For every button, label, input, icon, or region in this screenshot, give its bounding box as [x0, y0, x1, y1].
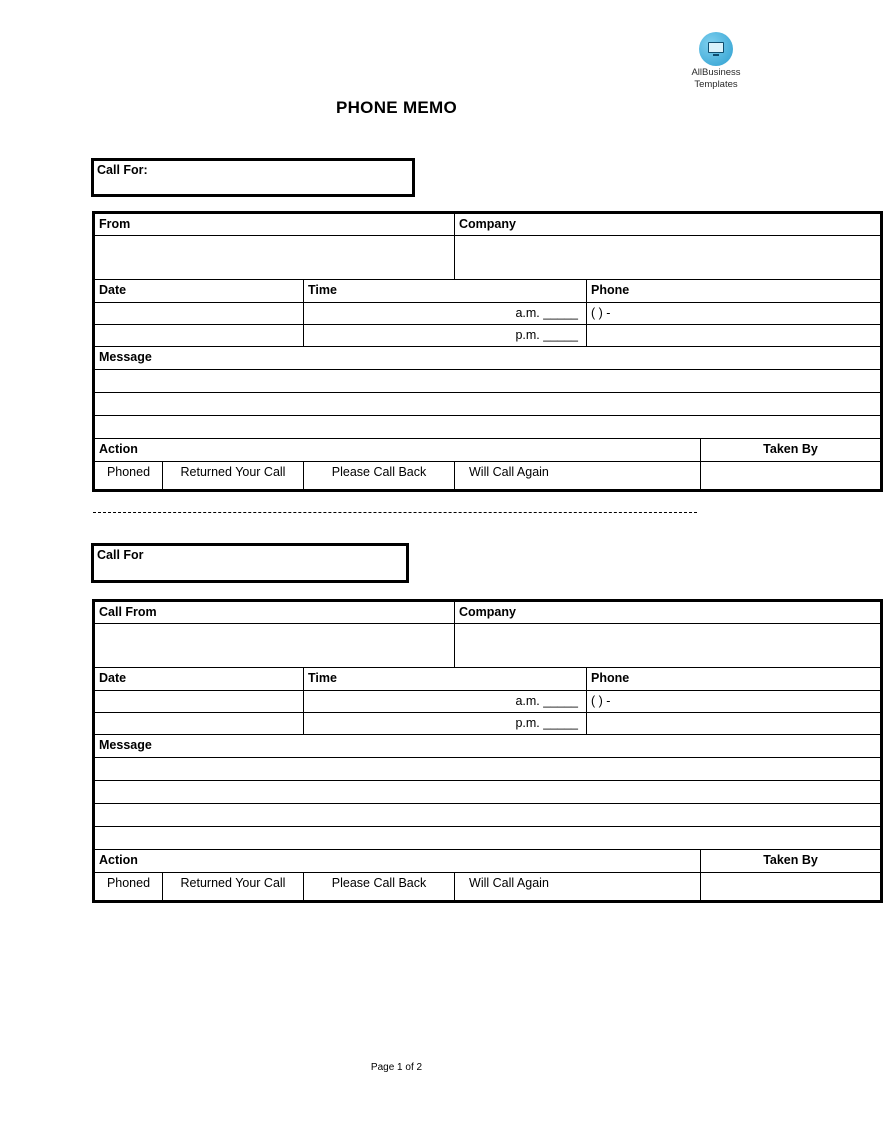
call-for-label-2: Call For [97, 548, 144, 562]
phone-label: Phone [587, 668, 882, 691]
cut-line-divider [93, 512, 697, 513]
logo-text-line1: AllBusiness [691, 67, 741, 78]
time-am-field[interactable]: a.m. _____ [304, 691, 587, 713]
message-line[interactable] [94, 758, 882, 781]
call-from-input[interactable] [94, 624, 455, 668]
date-input-2[interactable] [94, 713, 304, 735]
company-input[interactable] [455, 236, 882, 280]
logo-text-line2: Templates [694, 79, 738, 90]
time-pm-field[interactable]: p.m. _____ [304, 325, 587, 347]
message-line[interactable] [94, 781, 882, 804]
action-please-call-back[interactable]: Please Call Back [304, 873, 455, 902]
allbusiness-logo [686, 32, 746, 90]
page-number: Page 1 of 2 [370, 1062, 423, 1073]
call-from-label: Call From [94, 601, 455, 624]
action-phoned[interactable]: Phoned [94, 873, 163, 902]
date-input[interactable] [94, 303, 304, 325]
action-will-call-again[interactable]: Will Call Again [455, 462, 701, 491]
memo-form-2 [92, 599, 883, 903]
action-label: Action [94, 439, 701, 462]
action-returned-your-call[interactable]: Returned Your Call [163, 462, 304, 491]
action-phoned[interactable]: Phoned [94, 462, 163, 491]
time-label: Time [304, 668, 587, 691]
message-line[interactable] [94, 393, 882, 416]
time-am-field[interactable]: a.m. _____ [304, 303, 587, 325]
from-label: From [94, 213, 455, 236]
call-for-field[interactable] [91, 158, 415, 197]
phone-label: Phone [587, 280, 882, 303]
date-label: Date [94, 668, 304, 691]
phone-input-2[interactable] [587, 325, 882, 347]
date-label: Date [94, 280, 304, 303]
company-input[interactable] [455, 624, 882, 668]
action-returned-your-call[interactable]: Returned Your Call [163, 873, 304, 902]
taken-by-label: Taken By [701, 850, 882, 873]
company-label: Company [455, 601, 882, 624]
message-line[interactable] [94, 827, 882, 850]
phone-input-2[interactable] [587, 713, 882, 735]
memo-form-1 [92, 211, 883, 492]
action-please-call-back[interactable]: Please Call Back [304, 462, 455, 491]
action-label: Action [94, 850, 701, 873]
message-line[interactable] [94, 804, 882, 827]
taken-by-input[interactable] [701, 462, 882, 491]
phone-input[interactable]: ( ) - [587, 691, 882, 713]
time-label: Time [304, 280, 587, 303]
message-label: Message [94, 735, 882, 758]
date-input[interactable] [94, 691, 304, 713]
taken-by-label: Taken By [701, 439, 882, 462]
company-label: Company [455, 213, 882, 236]
action-will-call-again[interactable]: Will Call Again [455, 873, 701, 902]
call-for-label: Call For: [97, 163, 148, 177]
date-input-2[interactable] [94, 325, 304, 347]
page-title: PHONE MEMO [335, 98, 458, 117]
message-line[interactable] [94, 416, 882, 439]
taken-by-input[interactable] [701, 873, 882, 902]
phone-input[interactable]: ( ) - [587, 303, 882, 325]
message-label: Message [94, 347, 882, 370]
message-line[interactable] [94, 370, 882, 393]
time-pm-field[interactable]: p.m. _____ [304, 713, 587, 735]
call-for-field-2[interactable] [91, 543, 409, 583]
from-input[interactable] [94, 236, 455, 280]
monitor-icon [699, 32, 733, 66]
